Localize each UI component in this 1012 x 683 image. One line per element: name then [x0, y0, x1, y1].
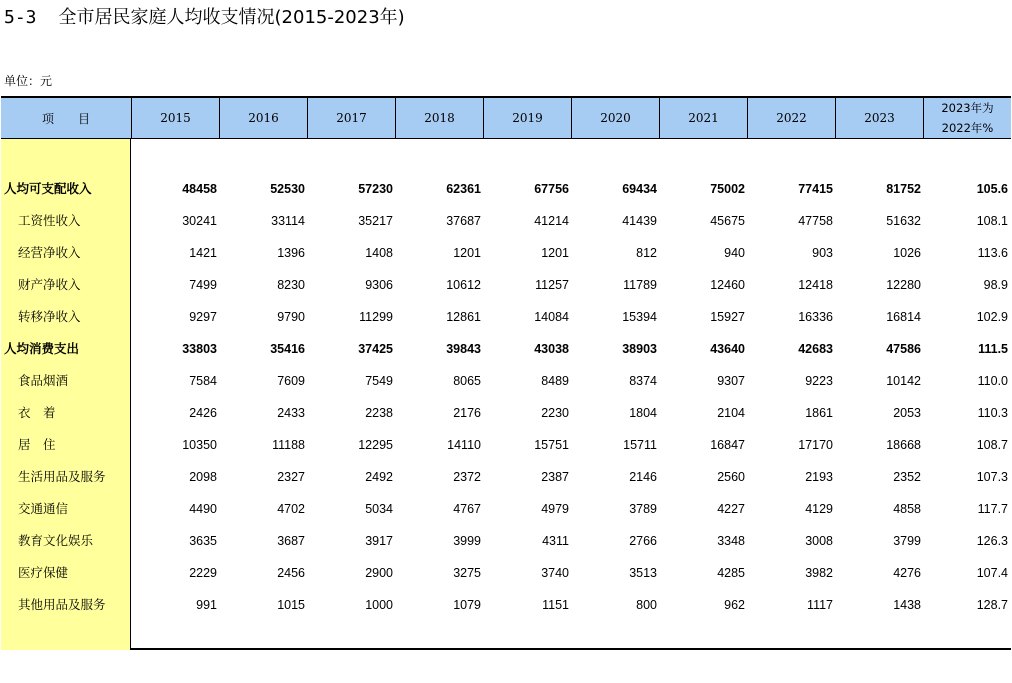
value-cell: 81752: [886, 182, 921, 196]
value-cell: 52530: [270, 182, 305, 196]
value-cell: 47758: [798, 214, 833, 228]
row-label: 衣 着: [18, 405, 56, 420]
header-year: 2019: [484, 98, 572, 138]
header-year: 2017: [308, 98, 396, 138]
ratio-cell: 110.3: [977, 406, 1008, 420]
table-row: [1, 371, 1011, 391]
value-cell: 2176: [453, 406, 481, 420]
value-cell: 10350: [182, 438, 217, 452]
table-row: [1, 563, 1011, 583]
value-cell: 2352: [893, 470, 921, 484]
row-label: 经营净收入: [18, 245, 81, 260]
value-cell: 7609: [277, 374, 305, 388]
value-cell: 4227: [717, 502, 745, 516]
data-table: [1, 96, 1011, 650]
value-cell: 8065: [453, 374, 481, 388]
ratio-cell: 102.9: [976, 310, 1008, 324]
value-cell: 4979: [541, 502, 569, 516]
ratio-cell: 117.7: [977, 502, 1008, 516]
table-row: [1, 531, 1011, 551]
value-cell: 3635: [189, 534, 217, 548]
value-cell: 67756: [534, 182, 569, 196]
ratio-cell: 110.0: [977, 374, 1008, 388]
table-row: [1, 595, 1011, 615]
value-cell: 903: [812, 246, 833, 260]
value-cell: 2900: [365, 566, 393, 580]
row-label: 教育文化娱乐: [18, 533, 94, 548]
header-year: 2020: [572, 98, 660, 138]
value-cell: 12280: [886, 278, 921, 292]
table-row: [1, 179, 1011, 199]
row-label: 交通通信: [18, 501, 69, 516]
value-cell: 75002: [710, 182, 745, 196]
row-label: 财产净收入: [18, 277, 81, 292]
value-cell: 69434: [622, 182, 657, 196]
value-cell: 43640: [710, 342, 745, 356]
header-year: 2021: [660, 98, 748, 138]
value-cell: 3917: [365, 534, 393, 548]
ratio-cell: 113.6: [977, 246, 1008, 260]
value-cell: 1151: [542, 598, 569, 612]
value-cell: 5034: [365, 502, 393, 516]
value-cell: 11188: [272, 438, 305, 452]
value-cell: 12295: [358, 438, 393, 452]
value-cell: 7549: [365, 374, 393, 388]
value-cell: 1201: [541, 246, 569, 260]
table-row: [1, 403, 1011, 423]
row-label: 人均可支配收入: [4, 181, 92, 196]
value-cell: 37687: [446, 214, 481, 228]
value-cell: 9307: [717, 374, 745, 388]
ratio-cell: 107.4: [976, 566, 1008, 580]
row-label: 工资性收入: [18, 213, 81, 228]
value-cell: 16847: [710, 438, 745, 452]
value-cell: 8374: [629, 374, 657, 388]
value-cell: 1000: [365, 598, 393, 612]
value-cell: 16336: [798, 310, 833, 324]
value-cell: 8489: [541, 374, 569, 388]
value-cell: 17170: [798, 438, 833, 452]
value-cell: 14084: [534, 310, 569, 324]
value-cell: 1438: [893, 598, 921, 612]
value-cell: 38903: [622, 342, 657, 356]
header-year: 2016: [220, 98, 308, 138]
value-cell: 3275: [453, 566, 481, 580]
value-cell: 37425: [358, 342, 393, 356]
ratio-cell: 126.3: [976, 534, 1008, 548]
header-year: 2015: [132, 98, 220, 138]
value-cell: 4767: [453, 502, 481, 516]
value-cell: 45675: [710, 214, 745, 228]
row-label: 居 住: [18, 437, 56, 452]
value-cell: 800: [636, 598, 657, 612]
ratio-cell: 108.1: [976, 214, 1008, 228]
value-cell: 43038: [534, 342, 569, 356]
value-cell: 2098: [189, 470, 217, 484]
value-cell: 3008: [805, 534, 833, 548]
value-cell: 2456: [277, 566, 305, 580]
table-row: [1, 339, 1011, 359]
table-row: [1, 211, 1011, 231]
value-cell: 12460: [710, 278, 745, 292]
header-item: 项 目: [1, 98, 132, 138]
value-cell: 39843: [446, 342, 481, 356]
ratio-cell: 128.7: [976, 598, 1008, 612]
ratio-cell: 98.9: [983, 278, 1008, 292]
table-row: [1, 435, 1011, 455]
table-number: 5-3: [4, 7, 37, 28]
value-cell: 2560: [717, 470, 745, 484]
value-cell: 962: [724, 598, 745, 612]
table-header: [1, 98, 1011, 139]
value-cell: 1117: [807, 598, 833, 612]
value-cell: 4311: [542, 534, 569, 548]
value-cell: 62361: [446, 182, 481, 196]
value-cell: 1421: [189, 246, 217, 260]
value-cell: 9297: [189, 310, 217, 324]
value-cell: 1079: [453, 598, 481, 612]
header-year: 2023: [836, 98, 924, 138]
page-title: [4, 6, 405, 30]
value-cell: 30241: [182, 214, 217, 228]
value-cell: 1026: [893, 246, 921, 260]
table-row: [1, 499, 1011, 519]
value-cell: 12418: [798, 278, 833, 292]
row-label: 转移净收入: [18, 309, 81, 324]
value-cell: 1861: [805, 406, 833, 420]
value-cell: 2426: [189, 406, 217, 420]
value-cell: 3789: [629, 502, 657, 516]
value-cell: 3740: [541, 566, 569, 580]
value-cell: 8230: [277, 278, 305, 292]
value-cell: 7584: [189, 374, 217, 388]
value-cell: 4702: [277, 502, 305, 516]
row-label: 生活用品及服务: [18, 469, 106, 484]
value-cell: 14110: [447, 438, 481, 452]
unit-label: 单位：元: [4, 74, 53, 88]
value-cell: 9790: [277, 310, 305, 324]
value-cell: 33803: [182, 342, 217, 356]
value-cell: 9223: [805, 374, 833, 388]
value-cell: 35217: [358, 214, 393, 228]
value-cell: 16814: [886, 310, 921, 324]
value-cell: 2372: [453, 470, 481, 484]
ratio-cell: 111.5: [978, 342, 1008, 356]
row-label: 食品烟酒: [18, 373, 69, 388]
ratio-cell: 105.6: [976, 182, 1008, 196]
value-cell: 33114: [271, 214, 305, 228]
value-cell: 2230: [541, 406, 569, 420]
value-cell: 42683: [798, 342, 833, 356]
value-cell: 51632: [886, 214, 921, 228]
value-cell: 3513: [629, 566, 657, 580]
value-cell: 57230: [358, 182, 393, 196]
header-year: 2022: [748, 98, 836, 138]
value-cell: 11299: [359, 310, 393, 324]
value-cell: 2766: [629, 534, 657, 548]
header-ratio-line1: 2023年为: [941, 101, 994, 115]
value-cell: 11789: [623, 278, 657, 292]
value-cell: 940: [724, 246, 745, 260]
value-cell: 41214: [534, 214, 569, 228]
value-cell: 2492: [365, 470, 393, 484]
value-cell: 1804: [629, 406, 657, 420]
value-cell: 1396: [277, 246, 305, 260]
value-cell: 3687: [277, 534, 305, 548]
value-cell: 2327: [277, 470, 305, 484]
value-cell: 9306: [365, 278, 393, 292]
value-cell: 11257: [535, 278, 569, 292]
value-cell: 3982: [805, 566, 833, 580]
ratio-cell: 107.3: [976, 470, 1008, 484]
header-ratio: [924, 98, 1011, 138]
value-cell: 41439: [622, 214, 657, 228]
value-cell: 10142: [886, 374, 921, 388]
row-label: 医疗保健: [18, 565, 69, 580]
value-cell: 3999: [453, 534, 481, 548]
value-cell: 7499: [189, 278, 217, 292]
value-cell: 4276: [893, 566, 921, 580]
table-title: 全市居民家庭人均收支情况(2015-2023年): [58, 7, 405, 28]
header-year: 2018: [396, 98, 484, 138]
value-cell: 15394: [622, 310, 657, 324]
value-cell: 4858: [893, 502, 921, 516]
value-cell: 4490: [189, 502, 217, 516]
table-row: [1, 307, 1011, 327]
value-cell: 2053: [893, 406, 921, 420]
value-cell: 35416: [270, 342, 305, 356]
value-cell: 2387: [541, 470, 569, 484]
value-cell: 812: [636, 246, 657, 260]
header-ratio-line2: 2022年%: [941, 121, 994, 135]
value-cell: 2433: [277, 406, 305, 420]
value-cell: 10612: [446, 278, 481, 292]
row-label: 其他用品及服务: [18, 597, 106, 612]
table-row: [1, 243, 1011, 263]
value-cell: 991: [196, 598, 217, 612]
value-cell: 12861: [446, 310, 481, 324]
ratio-cell: 108.7: [976, 438, 1008, 452]
value-cell: 18668: [886, 438, 921, 452]
value-cell: 15711: [623, 438, 657, 452]
value-cell: 77415: [798, 182, 833, 196]
value-cell: 2104: [717, 406, 745, 420]
table-row: [1, 275, 1011, 295]
value-cell: 47586: [886, 342, 921, 356]
value-cell: 4129: [805, 502, 833, 516]
value-cell: 1201: [453, 246, 481, 260]
value-cell: 2146: [629, 470, 657, 484]
value-cell: 1015: [277, 598, 305, 612]
value-cell: 3799: [893, 534, 921, 548]
row-label: 人均消费支出: [4, 341, 80, 356]
value-cell: 2229: [189, 566, 217, 580]
value-cell: 15751: [534, 438, 569, 452]
value-cell: 15927: [710, 310, 745, 324]
value-cell: 1408: [365, 246, 393, 260]
value-cell: 2193: [805, 470, 833, 484]
table-row: [1, 467, 1011, 487]
value-cell: 2238: [365, 406, 393, 420]
value-cell: 3348: [717, 534, 745, 548]
value-cell: 4285: [717, 566, 745, 580]
value-cell: 48458: [182, 182, 217, 196]
